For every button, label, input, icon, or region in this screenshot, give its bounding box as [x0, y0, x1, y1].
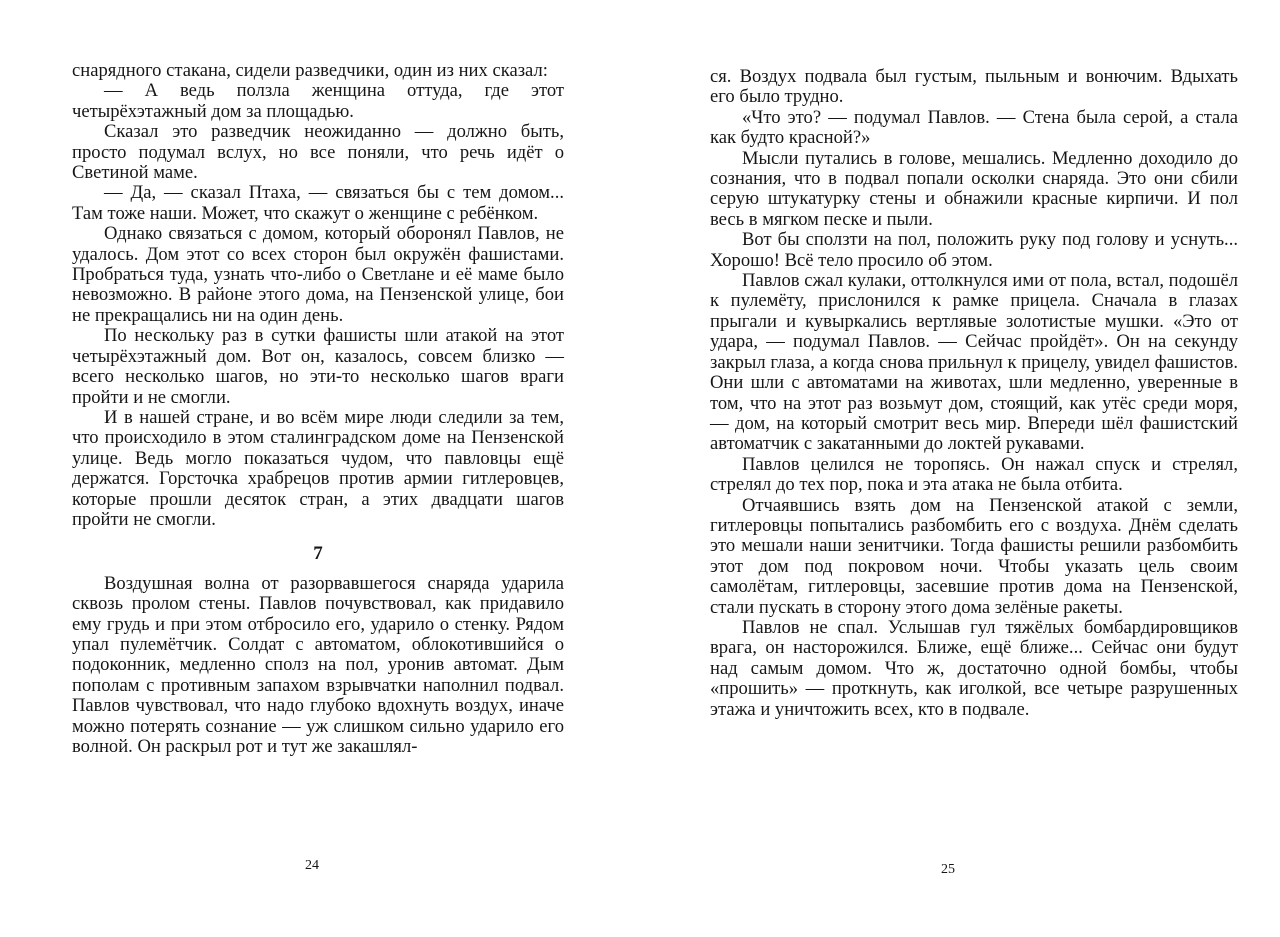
left-page-text [72, 61, 564, 757]
paragraph: По нескольку раз в сутки фашисты шли атакой на этот четырёхэтажный дом. Вот он, казалось, совсем близко — всего несколько шагов, но эти-то несколько шагов враги пройти и не смогли. [72, 325, 564, 408]
paragraph: И в нашей стране, и во всём мире люди следили за тем, что происходило в этом сталинградском доме на Пензенской улице. Ведь могло показаться чудом, что павловцы ещё держатся. Горсточка храбрецов против армии гитлеровцев, которые прошли десяток стран, а этих двадцати шагов пройти не смогли. [72, 406, 564, 530]
paragraph: ся. Воздух подвала был густым, пыльным и вонючим. Вдыхать его было трудно. [710, 66, 1238, 108]
paragraph: «Что это? — подумал Павлов. — Стена была серой, а стала как будто красной?» [710, 106, 1238, 149]
paragraph: Мысли путались в голове, мешались. Медленно доходило до сознания, что в подвал попали осколки снаряда. Это они сбили серую штукатурку стены и обнажили красные кирпичи. И пол весь в мягком песке и пыли. [710, 147, 1238, 230]
page-number: 25 [941, 862, 955, 877]
paragraph: — А ведь ползла женщина оттуда, где этот четырёхэтажный дом за площадью. [72, 80, 564, 122]
paragraph: — Да, — сказал Птаха, — связаться бы с тем домом... Там тоже наши. Может, что скажут о женщине с ребёнком. [72, 182, 564, 224]
paragraph: Однако связаться с домом, который оборонял Павлов, не удалось. Дом этот со всех сторон был окружён фашистами. Пробраться туда, узнать что-либо о Светлане и её маме было невозможно. В районе этого дома, на Пензенской улице, бои не прекращались ни на один день. [72, 223, 564, 326]
paragraph: Павлов целился не торопясь. Он нажал спуск и стрелял, стрелял до тех пор, пока и эта атака не была отбита. [710, 453, 1238, 496]
right-page-text [710, 67, 1238, 720]
paragraph: Воздушная волна от разорвавшегося снаряда ударила сквозь пролом стены. Павлов почувствовал, как придавило ему грудь и при этом отбросило его, ударило о стенку. Рядом упал пулемётчик. Солдат с автоматом, облокотившийся о подоконник, медленно сполз на пол, уронив автомат. Дым пополам с противным запахом взрывчатки наполнил подвал. Павлов чувствовал, что надо глубоко вдохнуть воздух, иначе можно потерять сознание — уж слишком сильно ударило его волной. Он раскрыл рот и тут же закашлял- [72, 572, 564, 757]
page-number: 24 [305, 858, 319, 873]
paragraph: Вот бы сползти на пол, положить руку под голову и уснуть... Хорошо! Всё тело просило об этом. [710, 229, 1238, 271]
right-page [640, 0, 1280, 937]
paragraph: Павлов сжал кулаки, оттолкнулся ими от пола, встал, подошёл к пулемёту, прислонился к рамке прицела. Сначала в глазах прыгали и кувыркались вертлявые золотистые мушки. «Это от удара, — подумал Павлов. — Сейчас пройдёт». Он на секунду закрыл глаза, а когда снова прильнул к прицелу, увидел фашистов. Они шли с автоматами на животах, шли медленно, уверенные в том, что на этот раз возьмут дом, стоящий, как утёс среди моря, — дом, на который смотрит весь мир. Впереди шёл фашистский автоматчик с закатанными до локтей рукавами. [710, 270, 1238, 455]
paragraph: Павлов не спал. Услышав гул тяжёлых бомбардировщиков врага, он насторожился. Ближе, ещё ближе... Сейчас они будут над самым домом. Что ж, достаточно одной бомбы, чтобы «прошить» — проткнуть, как иголкой, все четыре разрушенных этажа и уничтожить всех, кто в подвале. [710, 616, 1238, 720]
chapter-number: 7 [313, 543, 323, 565]
paragraph: снарядного стакана, сидели разведчики, один из них сказал: [72, 60, 548, 81]
paragraph: Отчаявшись взять дом на Пензенской атакой с земли, гитлеровцы попытались разбомбить его с воздуха. Днём сделать это мешали наши зенитчики. Тогда фашисты решили разбомбить этот дом под покровом ночи. Чтобы указать цель своим самолётам, гитлеровцы, засевшие против дома на Пензенской, стали пускать в сторону этого дома зелёные ракеты. [710, 494, 1238, 618]
paragraph: Сказал это разведчик неожиданно — должно быть, просто подумал вслух, но все поняли, что речь идёт о Светиной маме. [72, 121, 564, 184]
